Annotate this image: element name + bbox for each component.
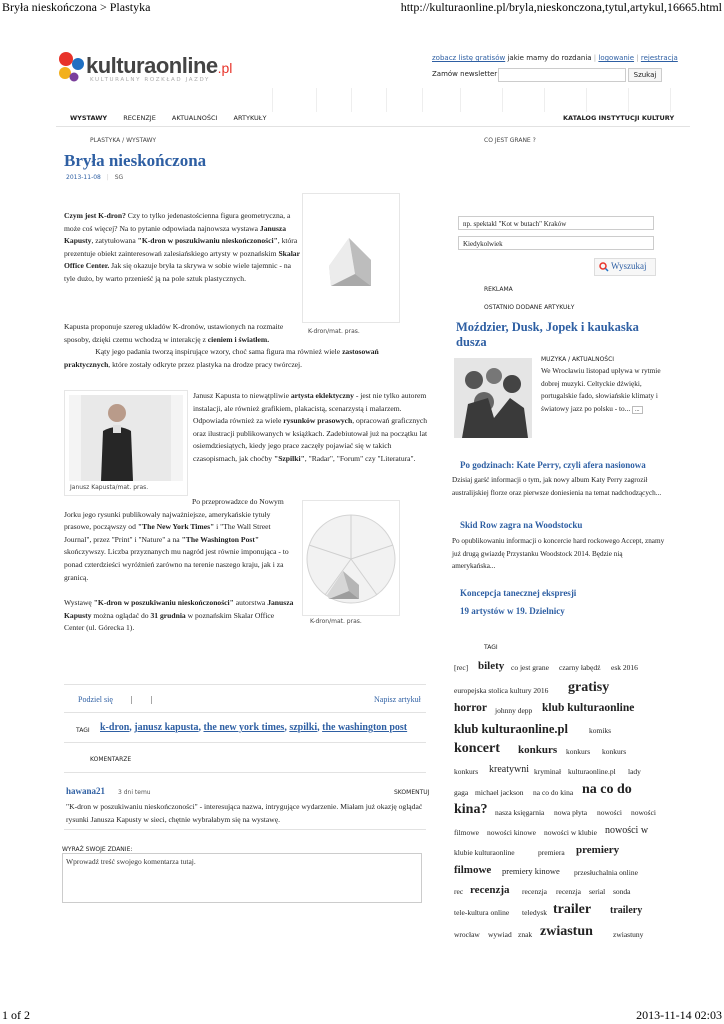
recent-article-title-1[interactable]: Po godzinach: Kate Perry, czyli afera nasionowa [460,460,646,470]
nav-decor [56,88,674,112]
cloud-tag[interactable]: zwiastun [540,924,593,939]
tag-szpilki[interactable]: szpilki [289,722,318,733]
featured-article-title[interactable]: Moździer, Dusk, Jopek i kaukaska dusza [456,320,639,349]
article-paragraph-5: Wystawę "K-dron w poszukiwaniu nieskończoności" autorstwa Janusza Kapusty można oglądać do 31 grudnia w poznańskim Skalar Office Center (ul. Górecka 1). [64,598,294,633]
kdron-caption-1: K-dron/mat. pras. [308,328,360,335]
breadcrumb[interactable]: PLASTYKA / WYSTAWY [90,137,157,144]
cloud-tag[interactable]: premiera [538,848,565,857]
article-paragraph-2: Kapusta proponuje szereg układów K-dronów, ustawionych na rozmaite sposoby, dzięki czemu wchodzą w interakcję z cieniem i światłem. [64,322,284,344]
tag-nyt[interactable]: the new york times [203,722,285,733]
cloud-tag[interactable]: teledysk [522,908,547,917]
nav-item-aktualnosci[interactable]: AKTUALNOŚCI [171,114,218,122]
main-nav [70,114,266,122]
comment-user[interactable]: hawana21 [66,786,106,796]
cloud-tag[interactable]: na co do [582,782,632,797]
cloud-tag[interactable]: wywiad [488,930,512,939]
recent-article-title-2[interactable]: Skid Row zagra na Woodstocku [460,520,583,530]
comment-time: 3 dni temu [118,789,151,796]
cloud-tag[interactable]: [rec] [454,663,469,672]
recent-article-title-4[interactable]: 19 artystów w 19. Dzielnicy [460,606,565,616]
comment-reply-button[interactable]: SKOMENTUJ [394,789,430,796]
cloud-tag[interactable]: konkurs [454,767,479,776]
cloud-tag[interactable]: klubie kulturaonline [454,848,515,857]
cloud-tag[interactable]: europejska stolica kultury 2016 [454,686,549,695]
tag-janusz-kapusta[interactable]: janusz kapusta [134,722,199,733]
cloud-tag[interactable]: kreatywni [489,764,529,775]
tags-label: TAGI [76,727,90,734]
site-logo[interactable] [56,50,233,90]
search-input[interactable] [498,68,626,82]
share-bar [78,695,152,704]
cloud-tag[interactable]: tele-kultura online [454,908,510,917]
featured-category[interactable]: MUZYKA / AKTUALNOŚCI [541,356,615,363]
share-button[interactable]: Podziel się [78,695,113,704]
cloud-tag[interactable]: filmowe [454,864,492,876]
cloud-tag[interactable]: gratisy [568,680,610,695]
event-search-button[interactable] [594,258,656,276]
cloud-tag[interactable]: bilety [478,660,505,672]
share-sep-2: | [150,695,153,704]
cloud-tag[interactable]: trailer [553,902,592,917]
recent-article-title-3[interactable]: Koncepcja tanecznej ekspresji [460,588,577,598]
print-footer-page: 1 of 2 [2,1008,30,1022]
cloud-tag[interactable]: klub kulturaonline.pl [454,722,568,736]
kapusta-caption: Janusz Kapusta/mat. pras. [70,484,149,491]
tag-cloud [454,660,674,950]
gratis-link[interactable]: zobacz listę gratisów [432,54,506,62]
article-paragraph-3: Janusz Kapusta to niewątpliwie artysta eklektyczny - jest nie tylko autorem instalacji, ale również grafikiem, plakacistą, scenarzystą i malarzem. Odpowiada również za wiele rysunków prasowych, opracowań graficznych oraz ilustracji publikowanych w książkach. Zadebiutował już na początku lat osiemdziesiątych, kiedy jego prace zaczęły pojawiać się w takich czasopismach, jak choćby "Szpilki", "Radar", "Forum" czy "Literatura". [193,391,428,463]
article-paragraph-1: Czym jest K-dron? Czy to tylko jedenastościenna figura geometryczna, a może coś więcej? Na to pytanie odpowiada najnowsza wystawa Janusza Kapusty, zatytułowana "K-dron w poszukiwaniu nieskończoności", która prezentuje obiekt zainteresowań zalesiańskiego artysty w poznańskim Skalar Office Center. Jak się okazuje bryła ta skrywa w sobie wiele tajemnic - na tyle dużo, by warto przenieść ją na pole sztuk plastycznych. [64,211,300,283]
event-search-label: Wyszukaj [611,261,647,271]
featured-more-button[interactable]: ... [632,406,643,414]
cloud-tag[interactable]: filmowe [454,828,479,837]
nav-item-recenzje[interactable]: RECENZJE [123,114,156,122]
cloud-tag[interactable]: lady [628,767,641,776]
cloud-tag[interactable]: recenzja [556,887,581,896]
cloud-tag[interactable]: michael jackson [475,788,524,797]
cloud-tag[interactable]: nowości [597,808,622,817]
cloud-tag[interactable]: serial [589,887,606,896]
article-paragraph-4: Po przeprowadzce do Nowym Jorku jego rysunki publikowały najważniejsze, amerykańskie tytuły prasowe, począwszy od "The New York Times" i "The Wall Street Journal", przez "Print" i "Nature" a na "The Washington Post" skończywszy. Liczba przyznanych mu nagród jest równie imponująca - to ponad czterdzieści wyróżnień zarówno na terenie naszego kraju, jak i za granicą. [64,497,289,582]
register-link[interactable]: rejestracja [640,54,678,62]
cloud-tag[interactable]: recenzja [522,887,547,896]
article-author: SG [114,174,124,181]
top-links: zobacz listę gratisów jakie mamy do rozdania | logowanie | rejestracja [432,54,678,62]
cloud-tag[interactable]: kina? [454,802,488,817]
cloud-tag[interactable]: konkurs [566,747,591,756]
kapusta-portrait [64,390,188,496]
nav-item-catalog[interactable]: KATALOG INSTYTUCJI KULTURY [563,114,675,122]
cloud-tag[interactable]: na co do kina [533,788,574,797]
kdron-image-1 [302,193,400,323]
cloud-tag[interactable]: nowa płyta [554,808,588,817]
cloud-tag[interactable]: trailery [610,905,643,916]
article-tag-list: k-dron, janusz kapusta, the new york times, szpilki, the washington post [100,722,408,733]
gratis-text: jakie mamy do rozdania [507,54,592,62]
cloud-tag[interactable]: znak [518,930,533,939]
article-date: 2013-11-08 [66,174,101,181]
cloud-tag[interactable]: recenzja [470,884,510,896]
recent-article-text-2: Po opublikowaniu informacji o koncercie hard rockowego Accept, znamy już drugą gwiazdę Przystanku Woodstock 2014. Będzie nią amerykańska... [452,537,665,571]
login-link[interactable]: logowanie [598,54,635,62]
kdron-caption-2: K-dron/mat. pras. [310,618,362,625]
comment-text: "K-dron w poszukiwaniu nieskończoności" - interesująca nazwa, intrygujące wydarzenie. Miałam już okazję oglądać rysunki Janusza Kapusty w sieci, chętnie wybrałabym się na wystawę. [66,802,423,824]
cloud-tag[interactable]: wrocław [454,930,480,939]
cloud-tag[interactable]: johnny depp [495,706,533,715]
cloud-tag[interactable]: horror [454,702,488,714]
nav-item-artykuly[interactable]: ARTYKUŁY [233,114,267,122]
cloud-tag[interactable]: zwiastuny [613,930,644,939]
article-meta: 2013-11-08 | SG [66,174,124,181]
write-article-link[interactable]: Napisz artykuł [374,695,421,704]
cloud-tag[interactable]: kulturaonline.pl [568,767,616,776]
comment-form-label: WYRAŹ SWOJE ZDANIE: [62,846,133,853]
cloud-tag[interactable]: nasza księgarnia [495,808,545,817]
recent-article-text-1: Dzisiaj garść informacji o tym, jak nowy album Katy Perry zagroził australijskiej florze oraz pierwsze doniesienia na temat nadchodzących... [452,476,662,497]
cloud-tag[interactable]: przesłuchalnia online [574,868,638,877]
cloud-tag[interactable]: czarny łabędź [559,663,601,672]
magnifier-icon [599,262,609,272]
cloud-tag[interactable]: koncert [454,741,500,756]
cloud-tag[interactable]: nowości w [605,825,649,836]
ad-label: REKLAMA [484,286,513,293]
print-header-title: Bryła nieskończona > Plastyka [2,0,151,14]
cloud-tag[interactable]: konkurs [518,744,558,756]
logo-suffix: .pl [217,60,233,76]
newsletter-button[interactable]: Zamów newsletter [432,70,498,78]
tag-washington-post[interactable]: the washington post [322,722,408,733]
cloud-tag[interactable]: rec [454,887,464,896]
cloud-tag[interactable]: premiery [576,844,620,856]
comment-textarea[interactable]: Wprowadź treść swojego komentarza tutaj. [62,853,422,903]
logo-text: kulturaonline [86,53,218,78]
share-sep-1: | [130,695,133,704]
nav-item-wystawy[interactable]: WYSTAWY [70,114,108,122]
comments-label: KOMENTARZE [90,756,132,763]
article-paragraph-2b: Kąty jego padania tworzą inspirujące wzory, choć sama figura ma również wiele zastosowań praktycznych, które zostały odkryte przez plastyka na drodze pracy twórczej. [64,347,379,369]
cloud-tag[interactable]: gaga [454,788,469,797]
featured-text: We Wrocławiu listopad upływa w rytmie dobrej muzyki. Celtyckie dźwięki, portugalskie fado, słowiańskie klimaty i światowy jazz po polsku - to... ... [541,366,661,413]
logo-tagline: KULTURALNY ROZKŁAD JAZDY [90,77,210,83]
nav-divider [56,126,690,127]
cloud-tag[interactable]: premiery kinowe [502,866,560,876]
logo-icon [56,50,86,84]
cloud-tag[interactable]: nowości kinowe [487,828,536,837]
tag-cloud-label: TAGI [484,644,498,651]
cloud-tag[interactable]: kryminał [534,767,562,776]
event-date-select[interactable]: Kiedykolwiek [458,236,654,250]
cloud-tag[interactable]: co jest grane [511,663,549,672]
tag-k-dron[interactable]: k-dron [100,722,130,733]
featured-article-image [454,358,532,438]
print-header-url: http://kulturaonline.pl/bryla,nieskonczona,tytul,artykul,16665.html [400,0,722,14]
print-footer-datetime: 2013-11-14 02:03 [636,1008,722,1022]
cloud-tag[interactable]: esk 2016 [611,663,638,672]
event-search-input[interactable]: np. spektakl "Kot w butach" Kraków [458,216,654,230]
cloud-tag[interactable]: komiks [589,726,612,735]
search-button[interactable]: Szukaj [628,68,662,82]
cloud-tag[interactable]: nowości [631,808,656,817]
cloud-tag[interactable]: konkurs [602,747,627,756]
cloud-tag[interactable]: nowości w klubie [544,828,597,837]
cloud-tag[interactable]: sonda [613,887,631,896]
article-title: Bryła nieskończona [64,151,207,170]
co-jest-grane-label: CO JEST GRANE ? [484,137,536,144]
recent-articles-label: OSTATNIO DODANE ARTYKUŁY [484,304,575,311]
kdron-image-2 [302,500,400,616]
cloud-tag[interactable]: klub kulturaonline [542,702,635,714]
